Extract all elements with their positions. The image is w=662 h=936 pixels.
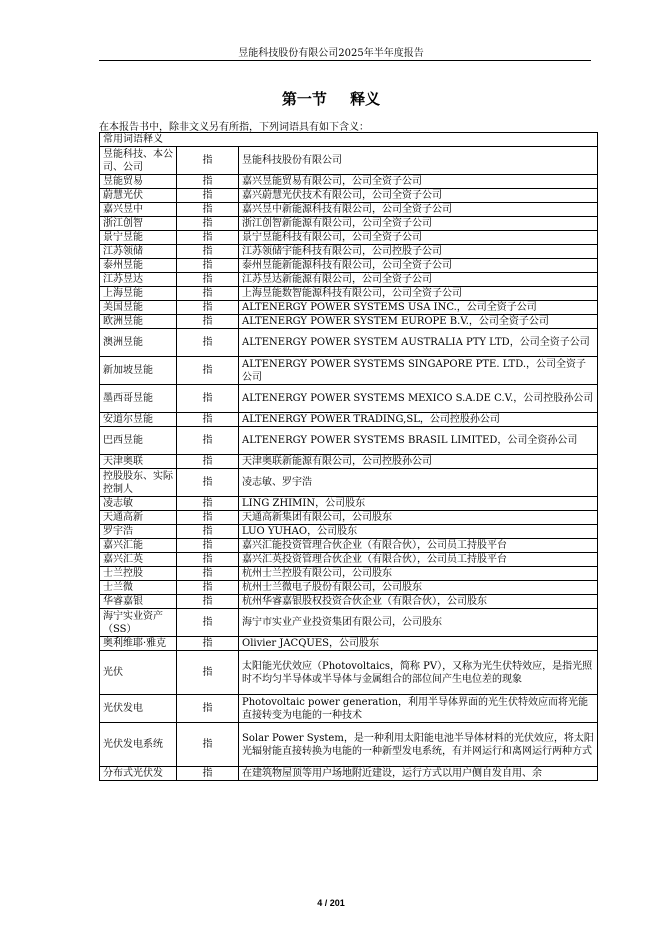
table-row: [100, 469, 598, 497]
glossary-relation: 指: [177, 497, 239, 511]
glossary-relation: 指: [177, 553, 239, 567]
table-row: [100, 357, 598, 385]
table-row: [100, 427, 598, 455]
glossary-relation: 指: [177, 723, 239, 767]
glossary-relation: 指: [177, 511, 239, 525]
glossary-relation: 指: [177, 189, 239, 203]
glossary-definition: Solar Power System，是一种利用太阳能电池半导体材料的光伏效应，将太阳光辐射能直接转换为电能的一种新型发电系统，有并网运行和离网运行两种方式: [239, 723, 598, 767]
section-title: 第一节 释义: [281, 90, 381, 108]
glossary-term: 墨西哥昱能: [100, 385, 177, 413]
page-number: 4 / 201: [317, 898, 345, 908]
glossary-term: 上海昱能: [100, 287, 177, 301]
table-row: [100, 385, 598, 413]
glossary-relation: 指: [177, 609, 239, 637]
glossary-term: 美国昱能: [100, 301, 177, 315]
table-row: [100, 695, 598, 723]
glossary-term: 罗宇浩: [100, 525, 177, 539]
glossary-term: 澳洲昱能: [100, 329, 177, 357]
glossary-definition: ALTENERGY POWER SYSTEM AUSTRALIA PTY LTD，公司全资子公司: [239, 329, 598, 357]
glossary-term: 分布式光伏发: [100, 767, 177, 781]
glossary-definition: 景宁昱能科技有限公司，公司全资子公司: [239, 231, 598, 245]
glossary-body: [100, 133, 598, 781]
table-row: [100, 767, 598, 781]
table-row: [100, 273, 598, 287]
glossary-relation: 指: [177, 525, 239, 539]
glossary-definition: 江苏昱达新能源有限公司，公司全资子公司: [239, 273, 598, 287]
glossary-definition: ALTENERGY POWER SYSTEM EUROPE B.V.，公司全资子公司: [239, 315, 598, 329]
glossary-relation: 指: [177, 695, 239, 723]
glossary-definition: 嘉兴蔚慧光伏技术有限公司，公司全资子公司: [239, 189, 598, 203]
glossary-relation: 指: [177, 595, 239, 609]
glossary-definition: 嘉兴汇英投资管理合伙企业（有限合伙），公司员工持股平台: [239, 553, 598, 567]
glossary-definition: 浙江创智新能源有限公司，公司全资子公司: [239, 217, 598, 231]
glossary-term: 天通高新: [100, 511, 177, 525]
glossary-table: [99, 132, 598, 781]
glossary-relation: 指: [177, 231, 239, 245]
glossary-definition: 上海昱能数智能源科技有限公司，公司全资子公司: [239, 287, 598, 301]
table-row: [100, 413, 598, 427]
table-row: [100, 539, 598, 553]
glossary-term: 天津奥联: [100, 455, 177, 469]
table-row: [100, 581, 598, 595]
glossary-definition: 昱能科技股份有限公司: [239, 147, 598, 175]
glossary-relation: 指: [177, 217, 239, 231]
table-caption: 常用词语释义: [100, 133, 598, 147]
table-row: [100, 455, 598, 469]
glossary-relation: 指: [177, 455, 239, 469]
table-row: [100, 595, 598, 609]
glossary-relation: 指: [177, 357, 239, 385]
glossary-term: 士兰控股: [100, 567, 177, 581]
glossary-term: 昱能科技、本公司、公司: [100, 147, 177, 175]
glossary-relation: 指: [177, 301, 239, 315]
table-row: [100, 147, 598, 175]
table-row: [100, 511, 598, 525]
glossary-definition: Photovoltaic power generation，利用半导体界面的光生伏特效应而将光能直接转变为电能的一种技术: [239, 695, 598, 723]
glossary-relation: 指: [177, 567, 239, 581]
table-row: [100, 329, 598, 357]
table-row: [100, 609, 598, 637]
glossary-term: 海宁实业资产（SS）: [100, 609, 177, 637]
glossary-term: 新加坡昱能: [100, 357, 177, 385]
table-row: [100, 189, 598, 203]
table-row: [100, 637, 598, 651]
glossary-definition: LUO YUHAO，公司股东: [239, 525, 598, 539]
table-row: [100, 259, 598, 273]
glossary-relation: 指: [177, 637, 239, 651]
glossary-term: 欧洲昱能: [100, 315, 177, 329]
glossary-definition: ALTENERGY POWER SYSTEMS BRASIL LIMITED，公司全资孙公司: [239, 427, 598, 455]
glossary-definition: 江苏领储宇能科技有限公司，公司控股子公司: [239, 245, 598, 259]
glossary-relation: 指: [177, 203, 239, 217]
glossary-term: 嘉兴汇英: [100, 553, 177, 567]
glossary-relation: 指: [177, 329, 239, 357]
glossary-relation: 指: [177, 175, 239, 189]
glossary-term: 凌志敏: [100, 497, 177, 511]
glossary-definition: 杭州华睿嘉银股权投资合伙企业（有限合伙），公司股东: [239, 595, 598, 609]
glossary-term: 泰州昱能: [100, 259, 177, 273]
glossary-relation: 指: [177, 469, 239, 497]
glossary-relation: 指: [177, 581, 239, 595]
glossary-term: 光伏: [100, 651, 177, 695]
table-row: [100, 217, 598, 231]
glossary-term: 控股股东、实际控制人: [100, 469, 177, 497]
table-row: [100, 497, 598, 511]
glossary-definition: ALTENERGY POWER SYSTEMS SINGAPORE PTE. LTD.，公司全资子公司: [239, 357, 598, 385]
table-row: [100, 287, 598, 301]
glossary-term: 士兰微: [100, 581, 177, 595]
glossary-definition: 嘉兴昱能贸易有限公司，公司全资子公司: [239, 175, 598, 189]
table-row: [100, 525, 598, 539]
glossary-term: 嘉兴昱中: [100, 203, 177, 217]
table-row: [100, 315, 598, 329]
glossary-definition: ALTENERGY POWER SYSTEMS USA INC.，公司全资子公司: [239, 301, 598, 315]
glossary-definition: 杭州士兰控股有限公司，公司股东: [239, 567, 598, 581]
glossary-term: 华睿嘉银: [100, 595, 177, 609]
glossary-term: 景宁昱能: [100, 231, 177, 245]
glossary-definition: ALTENERGY POWER SYSTEMS MEXICO S.A.DE C.V.，公司控股孙公司: [239, 385, 598, 413]
glossary-relation: 指: [177, 385, 239, 413]
table-row: [100, 651, 598, 695]
glossary-definition: 嘉兴昱中新能源科技有限公司，公司全资子公司: [239, 203, 598, 217]
glossary-definition: 凌志敏、罗宇浩: [239, 469, 598, 497]
glossary-definition: 海宁市实业产业投资集团有限公司，公司股东: [239, 609, 598, 637]
glossary-term: 安道尔昱能: [100, 413, 177, 427]
glossary-term: 嘉兴汇能: [100, 539, 177, 553]
glossary-term: 江苏昱达: [100, 273, 177, 287]
glossary-relation: 指: [177, 147, 239, 175]
glossary-term: 巴西昱能: [100, 427, 177, 455]
glossary-relation: 指: [177, 315, 239, 329]
glossary-term: 江苏领储: [100, 245, 177, 259]
glossary-relation: 指: [177, 651, 239, 695]
page-header: 昱能科技股份有限公司2025年半年度报告: [238, 48, 424, 59]
glossary-relation: 指: [177, 539, 239, 553]
glossary-term: 奥利维耶·雅克: [100, 637, 177, 651]
glossary-relation: 指: [177, 287, 239, 301]
glossary-term: 昱能贸易: [100, 175, 177, 189]
glossary-relation: 指: [177, 259, 239, 273]
glossary-definition: 杭州士兰微电子股份有限公司，公司股东: [239, 581, 598, 595]
glossary-definition: 天津奥联新能源有限公司，公司控股孙公司: [239, 455, 598, 469]
table-row: [100, 553, 598, 567]
table-caption-row: [100, 133, 598, 147]
intro-text: 在本报告书中，除非文义另有所指，下列词语具有如下含义：: [99, 122, 369, 133]
glossary-term: 蔚慧光伏: [100, 189, 177, 203]
glossary-term: 光伏发电系统: [100, 723, 177, 767]
table-row: [100, 567, 598, 581]
glossary-relation: 指: [177, 273, 239, 287]
glossary-definition: ALTENERGY POWER TRADING,SL，公司控股孙公司: [239, 413, 598, 427]
table-row: [100, 203, 598, 217]
glossary-definition: 太阳能光伏效应（Photovoltaics，简称 PV），又称为光生伏特效应，是指光照时不均匀半导体或半导体与金属组合的部位间产生电位差的现象: [239, 651, 598, 695]
glossary-relation: 指: [177, 245, 239, 259]
table-row: [100, 231, 598, 245]
glossary-definition: Olivier JACQUES，公司股东: [239, 637, 598, 651]
glossary-relation: 指: [177, 427, 239, 455]
glossary-definition: 天通高新集团有限公司，公司股东: [239, 511, 598, 525]
header-divider: [99, 60, 591, 61]
glossary-definition: 嘉兴汇能投资管理合伙企业（有限合伙），公司员工持股平台: [239, 539, 598, 553]
glossary-relation: 指: [177, 413, 239, 427]
glossary-term: 光伏发电: [100, 695, 177, 723]
glossary-term: 浙江创智: [100, 217, 177, 231]
table-row: [100, 723, 598, 767]
glossary-definition: 在建筑物屋顶等用户场地附近建设，运行方式以用户侧自发自用、余: [239, 767, 598, 781]
table-row: [100, 175, 598, 189]
glossary-relation: 指: [177, 767, 239, 781]
table-row: [100, 245, 598, 259]
table-row: [100, 301, 598, 315]
glossary-definition: 泰州昱能新能源科技有限公司，公司全资子公司: [239, 259, 598, 273]
glossary-definition: LING ZHIMIN，公司股东: [239, 497, 598, 511]
